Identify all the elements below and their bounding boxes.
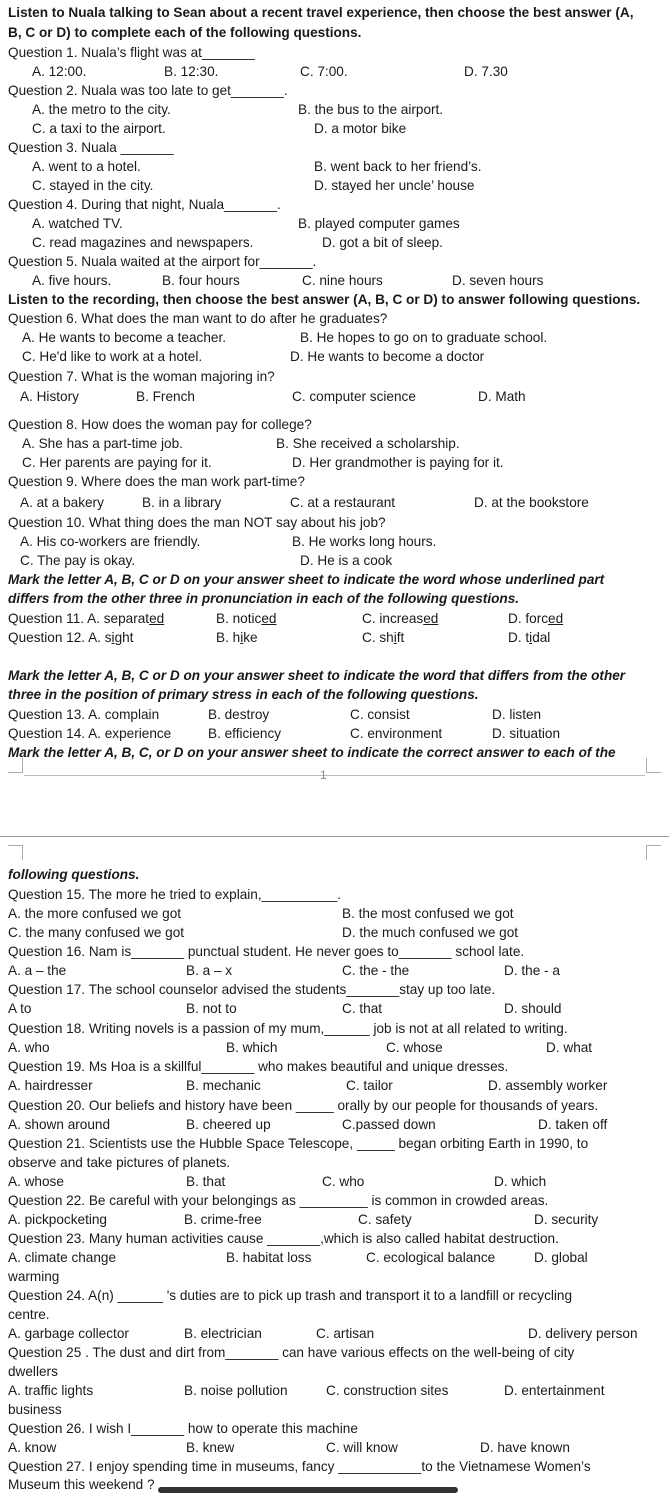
question-3: Question 3. Nuala _______ [8, 140, 174, 155]
q3-option-a: A. went to a hotel. [32, 159, 141, 174]
q19-option-a: A. hairdresser [8, 1078, 93, 1093]
q9-option-d: D. at the bookstore [474, 495, 589, 510]
q26-option-a: A. know [8, 1440, 57, 1455]
question-18: Question 18. Writing novels is a passion of my mum,______ job is not at all related to writing. [8, 1021, 568, 1036]
q24-option-d: D. delivery person [528, 1326, 638, 1341]
stress-intro-line-2: three in the position of primary stress in each of the following questions. [8, 687, 479, 702]
q16-option-d: D. the - a [504, 963, 560, 978]
q8-option-b: B. She received a scholarship. [276, 436, 460, 451]
question-15: Question 15. The more he tried to explain,__________. [8, 887, 342, 902]
q26-option-c: C. will know [326, 1440, 398, 1455]
q20-option-d: D. taken off [538, 1117, 608, 1132]
question-22: Question 22. Be careful with your belongings as _________ is common in crowded areas. [8, 1193, 549, 1208]
question-26: Question 26. I wish I_______ how to operate this machine [8, 1421, 358, 1436]
q1-option-b: B. 12:30. [164, 64, 219, 79]
q18-option-b: B. which [226, 1040, 278, 1055]
q19-option-d: D. assembly worker [488, 1078, 608, 1093]
pronunciation-intro-line-2: differs from the other three in pronunciation in each of the following questions. [8, 591, 520, 606]
q10-option-d: D. He is a cook [300, 553, 393, 568]
question-17: Question 17. The school counselor advised the students_______stay up too late. [8, 982, 496, 997]
q12-option-c: C. shift [362, 630, 405, 645]
q3-option-b: B. went back to her friend’s. [314, 159, 482, 174]
question-1: Question 1. Nuala’s flight was at_______ [8, 45, 255, 60]
q17-option-b: B. not to [186, 1001, 237, 1016]
page-corner-mark-top-left [8, 758, 23, 773]
listening-intro-line-1: Listen to Nuala talking to Sean about a recent travel experience, then choose the best answer (A, [8, 5, 634, 20]
q7-option-b: B. French [136, 389, 195, 404]
page-corner-mark-top-right [646, 758, 661, 773]
q24-option-b: B. electrician [184, 1326, 262, 1341]
listening-intro-2: Listen to the recording, then choose the best answer (A, B, C or D) to answer following questions. [8, 292, 641, 307]
q8-option-d: D. Her grandmother is paying for it. [292, 455, 504, 470]
question-12: Question 12. A. sight [8, 630, 134, 645]
q10-option-c: C. The pay is okay. [20, 553, 136, 568]
q6-option-c: C. He'd like to work at a hotel. [22, 349, 203, 364]
q17-option-d: D. should [504, 1001, 562, 1016]
q4-option-b: B. played computer games [298, 216, 460, 231]
question-8: Question 8. How does the woman pay for college? [8, 417, 312, 432]
question-24: Question 24. A(n) ______ 's duties are to pick up trash and transport it to a landfill or recycling [8, 1288, 573, 1303]
q9-option-b: B. in a library [142, 495, 222, 510]
q17-option-c: C. that [342, 1001, 383, 1016]
q10-option-b: B. He works long hours. [292, 534, 437, 549]
q26-option-d: D. have known [480, 1440, 570, 1455]
q25-option-a: A. traffic lights [8, 1383, 94, 1398]
question-19: Question 19. Ms Hoa is a skillful_______ who makes beautiful and unique dresses. [8, 1059, 509, 1074]
q22-option-d: D. security [534, 1212, 599, 1227]
question-7: Question 7. What is the woman majoring in? [8, 369, 275, 384]
q15-option-d: D. the much confused we got [342, 925, 519, 940]
page-corner-mark-bottom-left [8, 845, 23, 860]
question-27: Question 27. I enjoy spending time in museums, fancy ___________to the Vietnamese Women’s [8, 1459, 591, 1474]
q22-option-c: C. safety [358, 1212, 412, 1227]
question-23: Question 23. Many human activities cause _______,which is also called habitat destruction. [8, 1231, 559, 1246]
q26-option-b: B. knew [186, 1440, 235, 1455]
q23-option-b: B. habitat loss [226, 1250, 312, 1265]
q7-option-c: C. computer science [292, 389, 416, 404]
q22-option-b: B. crime-free [184, 1212, 262, 1227]
question-27-continued: Museum this weekend ? [8, 1477, 155, 1492]
q10-option-a: A. His co-workers are friendly. [20, 534, 201, 549]
grammar-intro-line-2: following questions. [8, 867, 140, 882]
q2-option-d: D. a motor bike [314, 121, 407, 136]
pronunciation-intro-line-1: Mark the letter A, B, C or D on your answer sheet to indicate the word whose underlined part [8, 572, 605, 587]
question-2: Question 2. Nuala was too late to get_______. [8, 83, 288, 98]
question-25: Question 25 . The dust and dirt from_______ can have various effects on the well-being of city [8, 1345, 575, 1360]
q4-option-a: A. watched TV. [32, 216, 123, 231]
question-11: Question 11. A. separated [8, 611, 165, 626]
question-4: Question 4. During that night, Nuala_______. [8, 197, 281, 212]
question-6: Question 6. What does the man want to do after he graduates? [8, 311, 388, 326]
question-24-continued: centre. [8, 1307, 50, 1322]
q14-option-b: B. efficiency [208, 726, 282, 741]
q11-option-d: D. forced [508, 611, 564, 626]
q2-option-b: B. the bus to the airport. [298, 102, 444, 117]
question-13: Question 13. A. complain [8, 707, 160, 722]
q13-option-d: D. listen [492, 707, 542, 722]
q9-option-a: A. at a bakery [20, 495, 104, 510]
q3-option-c: C. stayed in the city. [32, 178, 154, 193]
question-14: Question 14. A. experience [8, 726, 172, 741]
q5-option-b: B. four hours [162, 273, 240, 288]
q20-option-b: B. cheered up [186, 1117, 271, 1132]
page-number: 1 [320, 768, 327, 782]
q21-option-a: A. whose [8, 1174, 64, 1189]
q16-option-b: B. a – x [186, 963, 233, 978]
q18-option-a: A. who [8, 1040, 50, 1055]
q25-option-d-continued: business [8, 1402, 62, 1417]
q21-option-b: B. that [186, 1174, 226, 1189]
q6-option-a: A. He wants to become a teacher. [22, 330, 227, 345]
q12-option-b: B. hike [216, 630, 258, 645]
q19-option-b: B. mechanic [186, 1078, 261, 1093]
question-25-continued: dwellers [8, 1364, 58, 1379]
q20-option-c: C.passed down [342, 1117, 436, 1132]
q1-option-c: C. 7:00. [300, 64, 348, 79]
q3-option-d: D. stayed her uncle’ house [314, 178, 475, 193]
question-20: Question 20. Our beliefs and history have been _____ orally by our people for thousands of years. [8, 1098, 599, 1113]
q21-option-c: C. who [322, 1174, 365, 1189]
q13-option-c: C. consist [350, 707, 410, 722]
page-corner-mark-bottom-right [646, 845, 661, 860]
q19-option-c: C. tailor [346, 1078, 393, 1093]
stress-intro-line-1: Mark the letter A, B, C or D on your answer sheet to indicate the word that differs from the other [8, 668, 626, 683]
q24-option-c: C. artisan [316, 1326, 375, 1341]
q23-option-d-continued: warming [8, 1269, 60, 1284]
q11-option-b: B. noticed [216, 611, 277, 626]
question-9: Question 9. Where does the man work part-time? [8, 474, 305, 489]
q4-option-d: D. got a bit of sleep. [322, 235, 443, 250]
q4-option-c: C. read magazines and newspapers. [32, 235, 254, 250]
q5-option-a: A. five hours. [32, 273, 112, 288]
question-5: Question 5. Nuala waited at the airport for_______. [8, 254, 317, 269]
q25-option-d: D. entertainment [504, 1383, 605, 1398]
question-21-continued: observe and take pictures of planets. [8, 1155, 231, 1170]
q23-option-c: C. ecological balance [366, 1250, 496, 1265]
q23-option-d: D. global [534, 1250, 588, 1265]
question-21: Question 21. Scientists use the Hubble Space Telescope, _____ began orbiting Earth in 1990, to [8, 1136, 589, 1151]
q22-option-a: A. pickpocketing [8, 1212, 107, 1227]
q8-option-c: C. Her parents are paying for it. [22, 455, 212, 470]
q14-option-c: C. environment [350, 726, 443, 741]
q1-option-d: D. 7.30 [464, 64, 508, 79]
q9-option-c: C. at a restaurant [290, 495, 396, 510]
q6-option-d: D. He wants to become a doctor [290, 349, 485, 364]
listening-intro-line-2: B, C or D) to complete each of the following questions. [8, 25, 362, 40]
q2-option-a: A. the metro to the city. [32, 102, 171, 117]
q17-option-a: A to [8, 1001, 32, 1016]
q13-option-b: B. destroy [208, 707, 270, 722]
q20-option-a: A. shown around [8, 1117, 111, 1132]
q15-option-b: B. the most confused we got [342, 906, 514, 921]
q25-option-c: C. construction sites [326, 1383, 449, 1398]
q2-option-c: C. a taxi to the airport. [32, 121, 166, 136]
q23-option-a: A. climate change [8, 1250, 117, 1265]
q16-option-a: A. a – the [8, 963, 67, 978]
horizontal-scrollbar[interactable] [158, 1487, 458, 1493]
q15-option-c: C. the many confused we got [8, 925, 185, 940]
q18-option-c: C. whose [386, 1040, 443, 1055]
q12-option-d: D. tidal [508, 630, 551, 645]
q21-option-d: D. which [494, 1174, 547, 1189]
footer-divider [24, 775, 645, 776]
page-break-divider [0, 836, 669, 837]
q18-option-d: D. what [546, 1040, 593, 1055]
q5-option-d: D. seven hours [452, 273, 544, 288]
q6-option-b: B. He hopes to go on to graduate school. [300, 330, 548, 345]
q7-option-a: A. History [20, 389, 79, 404]
q24-option-a: A. garbage collector [8, 1326, 129, 1341]
q11-option-c: C. increased [362, 611, 439, 626]
q15-option-a: A. the more confused we got [8, 906, 182, 921]
q8-option-a: A. She has a part-time job. [22, 436, 183, 451]
q1-option-a: A. 12:00. [32, 64, 87, 79]
q5-option-c: C. nine hours [302, 273, 383, 288]
q25-option-b: B. noise pollution [184, 1383, 288, 1398]
q14-option-d: D. situation [492, 726, 561, 741]
q7-option-d: D. Math [478, 389, 526, 404]
question-16: Question 16. Nam is_______ punctual student. He never goes to_______ school late. [8, 944, 525, 959]
q16-option-c: C. the - the [342, 963, 410, 978]
question-10: Question 10. What thing does the man NOT say about his job? [8, 515, 386, 530]
grammar-intro-line-1: Mark the letter A, B, C, or D on your answer sheet to indicate the correct answer to each of the [8, 745, 616, 760]
